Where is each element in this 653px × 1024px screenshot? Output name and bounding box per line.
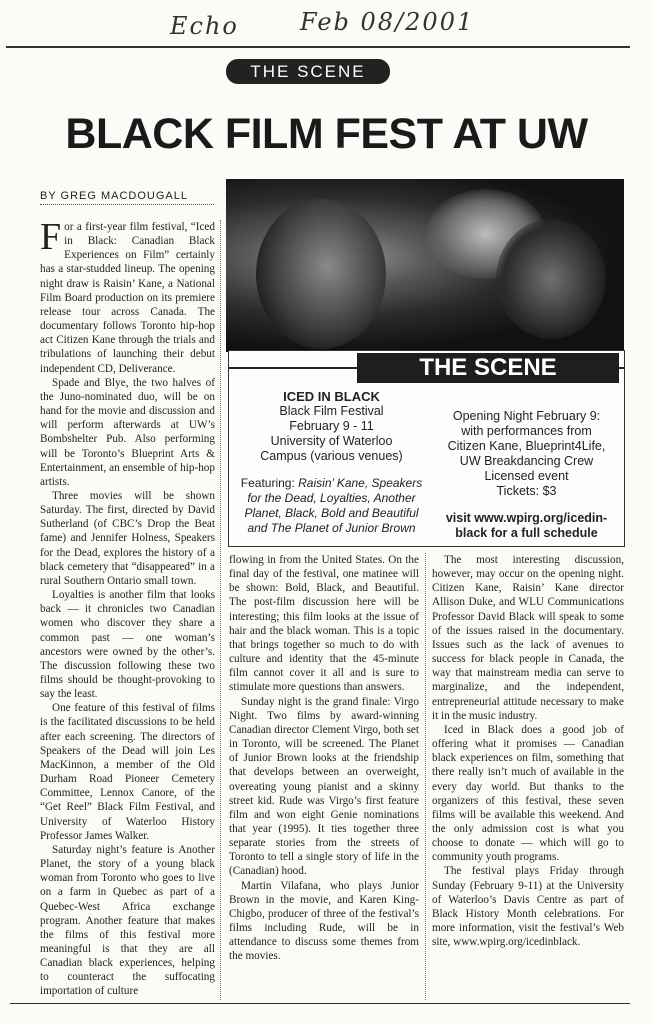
paragraph: Saturday night’s feature is Another Planet, the story of a young black woman from Toronto who goes to live on a farm in Quebec as part of a Quebec-West Africa exchange program. Another feature that makes the films of this festival more meaningful is that they are all Canadian black experiences, helping to counteract the suffocating importation of culture xyxy=(40,843,215,998)
paragraph: Martin Vilafana, who plays Junior Brown in the movie, and Karen King-Chigbo, producer of three of the festival’s films including Rude, will be in attendance to discuss some themes from the movies. xyxy=(229,879,419,963)
box-line: February 9 - 11 xyxy=(289,419,374,433)
box-line: Licensed event xyxy=(484,469,569,483)
bottom-rule xyxy=(10,1003,630,1004)
box-left-column xyxy=(229,389,434,536)
box-title: ICED IN BLACK xyxy=(283,389,380,404)
paragraph: Loyalties is another film that looks back — it chronicles two Canadian women who discover they share a common past — one woman’s ancestors were owned by the other’s. The discussion following these two films should be thought-provoking to say the least. xyxy=(40,589,215,701)
event-photo xyxy=(226,179,624,352)
box-right-column xyxy=(429,409,624,541)
box-line: Campus (various venues) xyxy=(260,449,403,463)
top-rule xyxy=(6,46,630,48)
box-line: University of Waterloo xyxy=(270,434,393,448)
box-line: Citizen Kane, Blueprint4Life, xyxy=(447,439,606,453)
handwritten-date: Feb 08/2001 xyxy=(300,8,475,36)
column-1 xyxy=(40,216,215,999)
byline: BY GREG MACDOUGALL xyxy=(40,190,188,202)
column-3 xyxy=(432,553,624,949)
headline: BLACK FILM FEST AT UW xyxy=(65,110,588,158)
event-info-box xyxy=(228,350,625,547)
column-divider xyxy=(425,553,426,1000)
paragraph: Sunday night is the grand finale: Virgo Night. Two films by award-winning Canadian director Clement Virgo, both set in Toronto, will be screened. The Planet of Junior Brown looks at the friendship that develops between an overweight, overeating young pianist and a skinny street kid. Rude was Virgo’s first feature film and won eight Genie nominations that year (1995). It ties together three separate stories from the streets of Toronto to tell a single story of life in the (Canadian) hood. xyxy=(229,695,419,878)
paragraph: Iced in Black does a good job of offering what it promises — Canadian black experiences on film, something that there really isn’t much of available in the every day world. But thanks to the organizers of this festival, these seven films will be available this weekend. And the only admission cost is what you choose to donate — which will go to community youth programs. xyxy=(432,723,624,864)
paragraph: flowing in from the United States. On the final day of the festival, one matinee will be shown: Bold, Black, and Beautiful. The post-film discussion here will be interesting; this film looks at the issue of hair and the black woman. This is a topic that brings together so much to do with culture and identity that the 45-minute film cannot cover it all and is sure to stimulate more questions than answers. xyxy=(229,554,419,694)
box-line: UW Breakdancing Crew xyxy=(459,454,594,468)
box-header: THE SCENE xyxy=(357,353,619,383)
box-line: Opening Night February 9: xyxy=(452,409,601,423)
paragraph: or a first-year film festival, “Iced in Black: Canadian Black Experiences on Film” certainly has a star-studded lineup. The opening night draw is Raisin’ Kane, a National Film Board production on its premiere release tour across Canada. The documentary follows Toronto hip-hop act Citizen Kane through the trials and tribulations of launching their debut independent CD, Deliverance. xyxy=(40,221,215,375)
box-featuring xyxy=(229,476,434,536)
byline-rule xyxy=(40,204,214,205)
box-line: with performances from xyxy=(461,424,592,438)
paragraph: The most interesting discussion, however, may occur on the opening night. Citizen Kane, Raisin’ Kane director Allison Duke, and WLU Communications Professor David Black will speak to some of the issues raised in the documentary. Issues such as the lack of avenues to success for black people in Canada, the way that mainstream media can serve to marginalize, and the independent, entrepreneurial attitude necessary to make it in the music industry. xyxy=(432,554,624,722)
section-banner: THE SCENE xyxy=(226,59,390,84)
featuring-list: Raisin’ Kane, Speakers for the Dead, Loyalties, Another Planet, Black, Bold and Beautiful and The Planet of Junior Brown xyxy=(244,476,423,535)
paragraph: Spade and Blye, the two halves of the Juno-nominated duo, will be on hand for the movie and discussion and will perform afterwards at UW’s Bombshelter Pub. Also performing will be Toronto’s Blueprint Arts & Entertainment, an ensemble of hip-hop artists. xyxy=(40,376,215,488)
box-visit-link: visit www.wpirg.org/icedin-black for a full schedule xyxy=(445,511,608,540)
featuring-label: Featuring: xyxy=(240,476,295,490)
drop-cap: F xyxy=(40,216,62,258)
paragraph: Three movies will be shown Saturday. The first, directed by David Sutherland (of CBC’s Drop the Beat fame) and Jennifer Holness, Speakers for the Dead, explores the history of a black cemetery that “disappeared” in a rural Southern Ontario small town. xyxy=(40,489,215,587)
box-line: Tickets: $3 xyxy=(496,484,557,498)
handwritten-publication: Echo xyxy=(170,12,239,40)
column-divider xyxy=(220,220,221,1000)
box-line: Black Film Festival xyxy=(279,404,384,418)
paragraph: One feature of this festival of films is the facilitated discussions to be held after each screening. The directors of Speakers of the Dead will join Les MacKinnon, a member of the Old Durham Road Pioneer Cemetery Committee, Lennox Canore, of the “Get Reel” Black Film Festival, and University of Waterloo History Professor James Walker. xyxy=(40,702,215,842)
paragraph: The festival plays Friday through Sunday (February 9-11) at the University of Waterloo’s Davis Centre as part of Black History Month celebrations. For more information, visit the festival’s Web site, www.wpirg.org/icedinblack. xyxy=(432,865,624,949)
column-2 xyxy=(229,553,419,964)
